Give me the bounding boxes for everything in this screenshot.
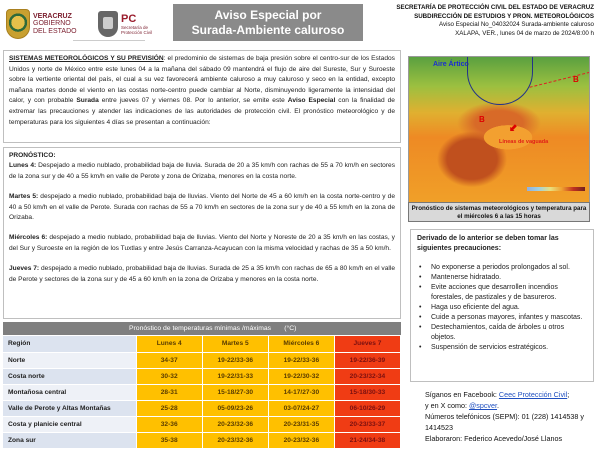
- temp-cell: 20-23/32-34: [334, 368, 400, 384]
- low-pressure-marker: B: [479, 115, 485, 124]
- temperature-table-title: [3, 322, 401, 335]
- table-row: [3, 384, 401, 400]
- phone-numbers: Números telefónicos (SEPM): 01 (228) 1414538 y 1414523: [425, 412, 585, 432]
- list-item: • Mantenerse hidratado.: [417, 273, 587, 283]
- temperature-unit: (°C): [284, 325, 297, 332]
- logo-text-line2: GOBIERNO: [33, 20, 71, 28]
- temp-cell: 20-23/32-36: [202, 433, 268, 449]
- low-pressure-marker: B: [573, 75, 579, 84]
- sistemas-text3: con la finalidad de extremar las precauciones y atender las indicaciones de las autoridades de protección civil. El pronóstico meteorológico y de temperaturas para los siguientes 4 días se presentan a continuación:: [9, 97, 395, 126]
- list-item: • Evite acciones que desarrollen incendios forestales, de pastizales y de basureros.: [417, 283, 587, 303]
- temp-cell: 19-22/33-36: [202, 352, 268, 368]
- temp-cell: 20-23/32-36: [268, 433, 334, 449]
- column-header: Región: [3, 336, 136, 352]
- temp-cell: 05-09/23-26: [202, 400, 268, 416]
- title-line1: Aviso Especial por: [214, 8, 322, 22]
- temp-cell: 03-07/24-27: [268, 400, 334, 416]
- temp-cell: 15-18/27-30: [202, 384, 268, 400]
- agency-info: [356, 4, 594, 38]
- sistemas-bold-aviso: Aviso Especial: [287, 97, 336, 105]
- pc-sub2: Protección Civil: [121, 29, 153, 35]
- precautions-title: Derivado de lo anterior se deben tomar las siguientes precauciones:: [417, 235, 559, 252]
- header-divider: [73, 40, 145, 41]
- region-cell: Valle de Perote y Altas Montañas: [3, 400, 136, 416]
- column-header: Jueves 7: [334, 336, 400, 352]
- temp-cell: 21-24/34-38: [334, 433, 400, 449]
- sistemas-heading: SISTEMAS METEOROLÓGICOS Y SU PREVISIÓN: [9, 55, 164, 62]
- cold-front-line: [467, 57, 533, 105]
- pronostico-heading: PRONÓSTICO:: [9, 152, 56, 159]
- temp-cell: 35-38: [136, 433, 202, 449]
- logo-text-line1: VERACRUZ: [33, 12, 72, 20]
- veracruz-shield-icon: [6, 9, 30, 39]
- temp-cell: 15-18/30-33: [334, 384, 400, 400]
- forecast-day-label: Lunes 4:: [9, 162, 37, 170]
- temp-cell: 19-22/31-33: [202, 368, 268, 384]
- sistemas-section: [3, 50, 401, 143]
- pc-sub1: Secretaría de: [121, 24, 149, 30]
- temp-cell: 19-22/36-39: [334, 352, 400, 368]
- region-cell: Norte: [3, 352, 136, 368]
- list-item: • Destechamientos, caída de árboles u otros objetos.: [417, 323, 587, 343]
- table-row: [3, 368, 401, 384]
- forecast-day-text: despejado a medio nublado, probabilidad baja de lluvias. Viento del Norte de 45 a 60 km/h en la costa norte-centro y de 40 a 50 km/h en el valle de Perote. Surada con rachas de 55 a 70 km/h en sectores de la zona sur y de 40 a 55 km/h en la zona de Orizaba.: [9, 193, 395, 222]
- region-cell: Montañosa central: [3, 384, 136, 400]
- temperature-title-text: Pronóstico de temperaturas mínimas /máximas: [129, 325, 272, 332]
- temp-cell: 19-22/30-32: [268, 368, 334, 384]
- table-row: [3, 400, 401, 416]
- proteccion-civil-logo: [98, 8, 168, 40]
- column-header: Martes 5: [202, 336, 268, 352]
- agency-line2: SUBDIRECCIÓN DE ESTUDIOS Y PRON. METEOROLÓGICOS: [414, 12, 594, 20]
- region-cell: Costa y planicie central: [3, 416, 136, 432]
- temp-cell: 34-37: [136, 352, 202, 368]
- precautions-box: [410, 229, 594, 382]
- forecast-day: [9, 233, 395, 254]
- region-cell: Zona sur: [3, 433, 136, 449]
- forecast-day-label: Jueves 7:: [9, 265, 40, 273]
- map-label-aire-artico: Aire Ártico: [433, 61, 469, 68]
- forecast-day: [9, 264, 395, 285]
- temperature-color-scale: [527, 187, 585, 191]
- temp-cell: 30-32: [136, 368, 202, 384]
- table-row: [3, 416, 401, 432]
- sistemas-text2: entre jueves 07 y viernes 08. Por lo anterior, se emite este: [98, 97, 288, 105]
- wind-arrow-icon: ⬋: [509, 123, 518, 134]
- x-suffix: .: [497, 401, 500, 410]
- page-title: [173, 4, 363, 41]
- temp-cell: 25-28: [136, 400, 202, 416]
- authors: Elaboraron: Federico Acevedo/José Llanos: [425, 434, 563, 443]
- temperature-table: [3, 336, 401, 449]
- contact-footer: [425, 389, 600, 444]
- temp-cell: 20-23/31-35: [268, 416, 334, 432]
- forecast-day-text: despejado a medio nublado, probabilidad baja de lluvias. Viento del Norte y Noreste de 20 a 35 km/h en las costas, y del Sur y Suroeste en la región de los Tuxtlas y entre Jesús Carranza-Acayucan con la misma velocidad y rachas de 35 a 50 km/h.: [9, 234, 395, 252]
- x-prefix: y en X como:: [425, 401, 469, 410]
- table-row: [3, 433, 401, 449]
- sistemas-bold-surada: Surada: [76, 97, 99, 105]
- forecast-day-label: Miércoles 6:: [9, 234, 48, 242]
- temp-cell: 32-36: [136, 416, 202, 432]
- facebook-link[interactable]: Ceec Protección Civil: [498, 390, 568, 399]
- forecast-day: [9, 192, 395, 223]
- temp-cell: 06-10/26-29: [334, 400, 400, 416]
- temp-cell: 14-17/27-30: [268, 384, 334, 400]
- forecast-day: [9, 161, 395, 182]
- precautions-list: [417, 263, 587, 353]
- pc-abbr: PC: [121, 12, 137, 25]
- list-item: • Haga uso eficiente del agua.: [417, 303, 587, 313]
- weather-map: [408, 56, 590, 204]
- agency-line1: SECRETARÍA DE PROTECCIÓN CIVIL DEL ESTADO DE VERACRUZ: [396, 4, 594, 11]
- veracruz-logo: [6, 7, 78, 41]
- column-header: Lunes 4: [136, 336, 202, 352]
- table-header-row: [3, 336, 401, 352]
- pc-shield-icon: [98, 11, 118, 37]
- facebook-prefix: Síganos en Facebook:: [425, 390, 499, 399]
- temp-cell: 28-31: [136, 384, 202, 400]
- facebook-suffix: ;: [567, 390, 570, 399]
- pronostico-section: [3, 147, 401, 319]
- sistemas-text1: : el predominio de sistemas de baja presión sobre el centro-sur de los Estados Unidos y norte de México entre este lunes 04 a la mañana del sábado 09 mantendrá el flujo de aire del Sureste, Sur y Suroeste sobre la vertiente oriental del país, el cual a su vez favorecerá ambiente caluroso a muy caluroso y seco en la entidad, excepto mañana martes donde el viento en las costas norte-centro puede cambiar al Norte, disminuyendo ligeramente la intensidad del calor, y con probable: [9, 55, 395, 105]
- title-line2: Surada-Ambiente caluroso: [191, 23, 345, 37]
- temp-cell: 20-23/32-36: [202, 416, 268, 432]
- forecast-day-text: despejado a medio nublado, probabilidad baja de lluvias. Surada de 25 a 35 km/h con rachas de 65 a 80 km/h en el valle de Perote y sectores de la zona sur y de 45 a 60 km/h en la zona de Orizaba y menores en la costa norte.: [9, 265, 395, 283]
- issue-date: XALAPA, VER., lunes 04 de marzo de 2024/8:00 h: [455, 29, 594, 37]
- warm-front-line: [530, 72, 590, 106]
- list-item: • Suspensión de servicios estratégicos.: [417, 343, 587, 353]
- map-label-lineas-vaguada: Líneas de vaguada: [499, 139, 549, 145]
- table-row: [3, 352, 401, 368]
- aviso-number: Aviso Especial No_04032024 Surada-ambiente caluroso: [438, 21, 594, 29]
- forecast-day-text: Despejado a medio nublado, probabilidad baja de lluvia. Surada de 20 a 35 km/h con rachas de 55 a 70 km/h en sectores de la zona sur y de 40 a 55 km/h en valle de Perote y zona de Orizaba, menores en la costa norte.: [9, 162, 395, 180]
- logo-text-line3: DEL ESTADO: [33, 27, 77, 35]
- list-item: • Cuide a personas mayores, infantes y mascotas.: [417, 313, 587, 323]
- region-cell: Costa norte: [3, 368, 136, 384]
- temp-cell: 19-22/33-36: [268, 352, 334, 368]
- list-item: • No exponerse a periodos prolongados al sol.: [417, 263, 587, 273]
- forecast-day-label: Martes 5:: [9, 193, 39, 201]
- column-header: Miércoles 6: [268, 336, 334, 352]
- x-link[interactable]: @spcver: [468, 401, 498, 410]
- map-caption: Pronóstico de sistemas meteorológicos y temperatura para el miércoles 6 a las 15 horas: [408, 202, 590, 222]
- temp-cell: 20-23/33-37: [334, 416, 400, 432]
